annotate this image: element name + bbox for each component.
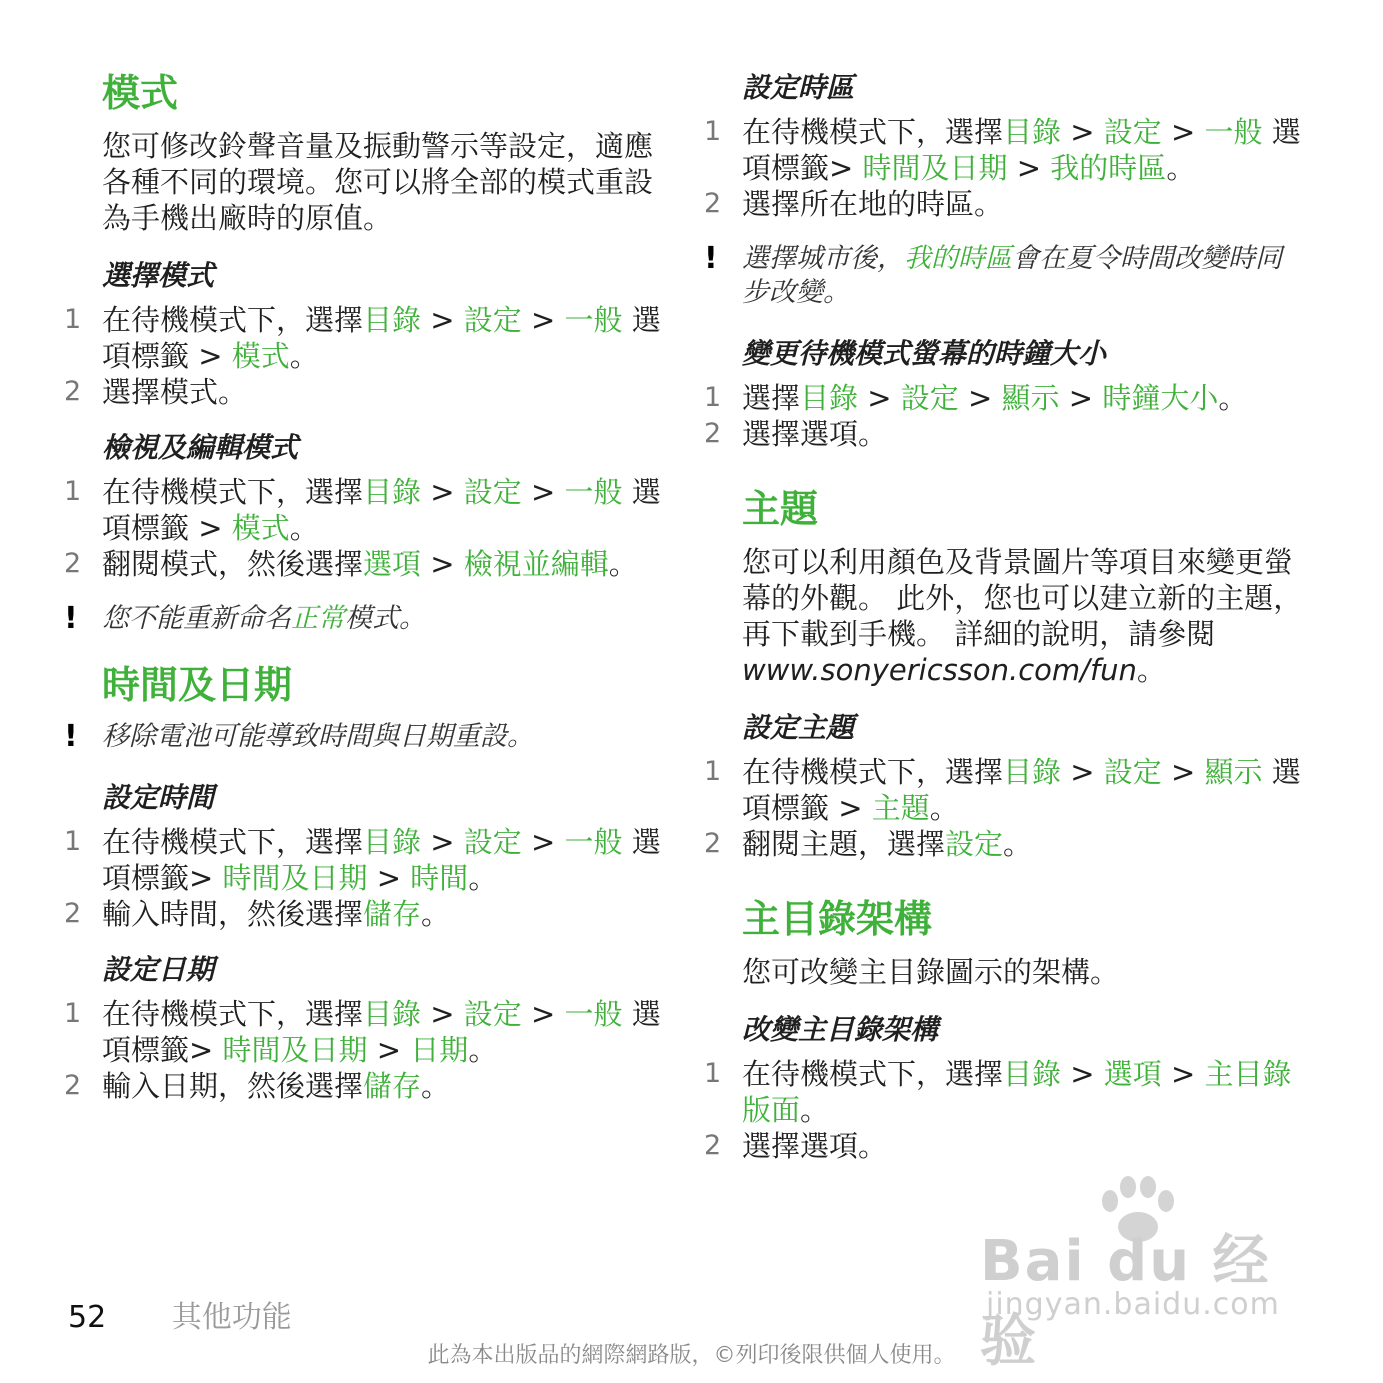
step-text: 在待機模式下，選擇目錄 > 設定 > 一般 選項標籤> 時間及日期 > 時間。 xyxy=(102,825,661,895)
subtitle-view-edit-mode: 檢視及編輯模式 xyxy=(102,431,299,464)
steps-clock-size xyxy=(704,380,1304,452)
subtitle-change-layout: 改變主目錄架構 xyxy=(742,1013,939,1046)
step-text: 在待機模式下，選擇目錄 > 設定 > 一般 選項標籤> 時間及日期 > 日期。 xyxy=(102,997,661,1067)
menu-link: 設定 xyxy=(900,381,959,415)
step-number: 2 xyxy=(704,418,722,449)
step-text: 在待機模式下，選擇目錄 > 選項 > 主目錄版面。 xyxy=(742,1057,1292,1127)
step-number: 2 xyxy=(704,1130,722,1161)
step xyxy=(64,546,664,582)
step-text: 輸入時間，然後選擇儲存。 xyxy=(102,897,451,931)
menu-link: 一般 xyxy=(564,475,623,509)
step-text: 選擇模式。 xyxy=(102,375,248,409)
menu-link: 一般 xyxy=(564,303,623,337)
step xyxy=(704,1128,1304,1164)
note-text: 選擇城市後，我的時區會在夏令時間改變時同步改變。 xyxy=(742,243,1282,308)
website-url: www.sonyericsson.com/fun xyxy=(742,653,1137,687)
menu-link: 時間及日期 xyxy=(222,861,368,895)
step-text: 選擇選項。 xyxy=(742,1129,888,1163)
menu-link: 設定 xyxy=(1103,755,1162,789)
watermark-url: jingyan.baidu.com xyxy=(986,1287,1280,1322)
step xyxy=(704,416,1304,452)
step xyxy=(64,374,664,410)
note-text: 移除電池可能導致時間與日期重設。 xyxy=(102,721,534,752)
menu-link: 儲存 xyxy=(363,897,422,931)
menu-link: 設定 xyxy=(463,825,522,859)
step xyxy=(704,380,1304,416)
left-column xyxy=(64,70,664,1124)
step-number: 1 xyxy=(64,304,82,335)
step-text: 翻閱模式，然後選擇選項 > 檢視並編輯。 xyxy=(102,547,638,581)
menu-link: 目錄 xyxy=(1003,115,1062,149)
step-text: 選擇所在地的時區。 xyxy=(742,187,1004,221)
steps-select-mode xyxy=(64,302,664,410)
step xyxy=(64,896,664,932)
menu-link: 一般 xyxy=(564,997,623,1031)
menu-link: 選項 xyxy=(1103,1057,1162,1091)
step-text: 選擇選項。 xyxy=(742,417,888,451)
menu-link: 時間及日期 xyxy=(222,1033,368,1067)
note-timezone xyxy=(704,242,1304,310)
step xyxy=(64,824,664,896)
baidu-watermark xyxy=(980,1175,1310,1374)
subtitle-set-date: 設定日期 xyxy=(102,953,215,986)
subtitle-set-timezone: 設定時區 xyxy=(742,71,855,104)
step-number: 2 xyxy=(704,828,722,859)
step xyxy=(704,826,1304,862)
step xyxy=(704,1056,1304,1128)
note-rename xyxy=(64,602,664,636)
step-number: 2 xyxy=(64,548,82,579)
menu-link: 目錄 xyxy=(1003,1057,1062,1091)
note-battery xyxy=(64,720,664,754)
footer-section: 其他功能 xyxy=(171,1300,292,1335)
layout-intro: 您可改變主目錄圖示的架構。 xyxy=(742,955,1120,989)
steps-change-layout xyxy=(704,1056,1304,1164)
menu-link: 正常 xyxy=(291,603,345,634)
subtitle-set-theme: 設定主題 xyxy=(742,711,855,744)
steps-view-edit-mode xyxy=(64,474,664,582)
step-text: 在待機模式下，選擇目錄 > 設定 > 一般 選項標籤> 時間及日期 > 我的時區。 xyxy=(742,115,1301,185)
step-number: 2 xyxy=(64,898,82,929)
section-title-modes: 模式 xyxy=(102,71,179,115)
menu-link: 設定 xyxy=(945,827,1004,861)
menu-link: 目錄 xyxy=(1003,755,1062,789)
page-number: 52 xyxy=(68,1300,107,1335)
exclamation-icon: ! xyxy=(64,601,78,636)
menu-link: 時鐘大小 xyxy=(1102,381,1219,415)
step-number: 1 xyxy=(704,1058,722,1089)
step xyxy=(64,1068,664,1104)
menu-link: 主目錄版面 xyxy=(742,1057,1292,1127)
menu-link: 時間及日期 xyxy=(862,151,1008,185)
step-number: 1 xyxy=(64,826,82,857)
modes-intro: 您可修改鈴聲音量及振動警示等設定，適應各種不同的環境。您可以將全部的模式重設為手機出廠時的原值。 xyxy=(102,129,654,235)
copyright-notice: 此為本出版品的網際網路版，©列印後限供個人使用。 xyxy=(427,1343,956,1368)
step-text: 選擇目錄 > 設定 > 顯示 > 時鐘大小。 xyxy=(742,381,1248,415)
subtitle-clock-size: 變更待機模式螢幕的時鐘大小 xyxy=(742,337,1107,370)
step-number: 2 xyxy=(64,376,82,407)
page-footer xyxy=(68,1292,292,1336)
step-number: 1 xyxy=(64,998,82,1029)
menu-link: 顯示 xyxy=(1001,381,1060,415)
steps-set-theme xyxy=(704,754,1304,862)
subtitle-set-time: 設定時間 xyxy=(102,781,215,814)
menu-link: 儲存 xyxy=(363,1069,422,1103)
steps-set-timezone xyxy=(704,114,1304,222)
step-text: 翻閱主題，選擇設定。 xyxy=(742,827,1033,861)
step xyxy=(64,996,664,1068)
menu-link: 目錄 xyxy=(363,475,422,509)
menu-link: 日期 xyxy=(410,1033,469,1067)
steps-set-date xyxy=(64,996,664,1104)
menu-link: 設定 xyxy=(463,475,522,509)
note-text: 您不能重新命名正常模式。 xyxy=(102,603,426,634)
section-title-time-date: 時間及日期 xyxy=(102,663,293,707)
step-number: 1 xyxy=(64,476,82,507)
menu-link: 目錄 xyxy=(363,303,422,337)
step-text: 在待機模式下，選擇目錄 > 設定 > 一般 選項標籤 > 模式。 xyxy=(102,303,661,373)
step xyxy=(64,302,664,374)
step-text: 在待機模式下，選擇目錄 > 設定 > 顯示 選項標籤 > 主題。 xyxy=(742,755,1301,825)
step-number: 1 xyxy=(704,382,722,413)
menu-link: 檢視並編輯 xyxy=(463,547,609,581)
step-number: 2 xyxy=(64,1070,82,1101)
menu-link: 我的時區 xyxy=(904,243,1012,274)
menu-link: 時間 xyxy=(410,861,469,895)
step xyxy=(704,114,1304,186)
menu-link: 一般 xyxy=(564,825,623,859)
step xyxy=(64,474,664,546)
menu-link: 我的時區 xyxy=(1050,151,1167,185)
menu-link: 設定 xyxy=(1103,115,1162,149)
menu-link: 目錄 xyxy=(363,997,422,1031)
exclamation-icon: ! xyxy=(704,241,718,276)
step xyxy=(704,186,1304,222)
menu-link: 模式 xyxy=(231,511,290,545)
step xyxy=(704,754,1304,826)
menu-link: 顯示 xyxy=(1204,755,1263,789)
menu-link: 設定 xyxy=(463,997,522,1031)
step-number: 2 xyxy=(704,188,722,219)
section-title-themes: 主題 xyxy=(742,487,819,531)
section-title-main-menu-layout: 主目錄架構 xyxy=(742,897,933,941)
menu-link: 選項 xyxy=(363,547,422,581)
step-text: 在待機模式下，選擇目錄 > 設定 > 一般 選項標籤 > 模式。 xyxy=(102,475,661,545)
exclamation-icon: ! xyxy=(64,719,78,754)
menu-link: 設定 xyxy=(463,303,522,337)
step-number: 1 xyxy=(704,756,722,787)
menu-link: 模式 xyxy=(231,339,290,373)
steps-set-time xyxy=(64,824,664,932)
menu-link: 一般 xyxy=(1204,115,1263,149)
step-text: 輸入日期，然後選擇儲存。 xyxy=(102,1069,451,1103)
menu-link: 目錄 xyxy=(800,381,859,415)
menu-link: 主題 xyxy=(871,791,930,825)
themes-intro: 您可以利用顏色及背景圖片等項目來變更螢幕的外觀。 此外，您也可以建立新的主題，再下載到手機。 詳細的說明，請參閱 www.sonyericsson.com/fun。 xyxy=(742,545,1303,687)
watermark-brand: Bai du 经验 xyxy=(980,1229,1271,1374)
right-column xyxy=(704,70,1304,1184)
menu-link: 目錄 xyxy=(363,825,422,859)
subtitle-select-mode: 選擇模式 xyxy=(102,259,215,292)
step-number: 1 xyxy=(704,116,722,147)
